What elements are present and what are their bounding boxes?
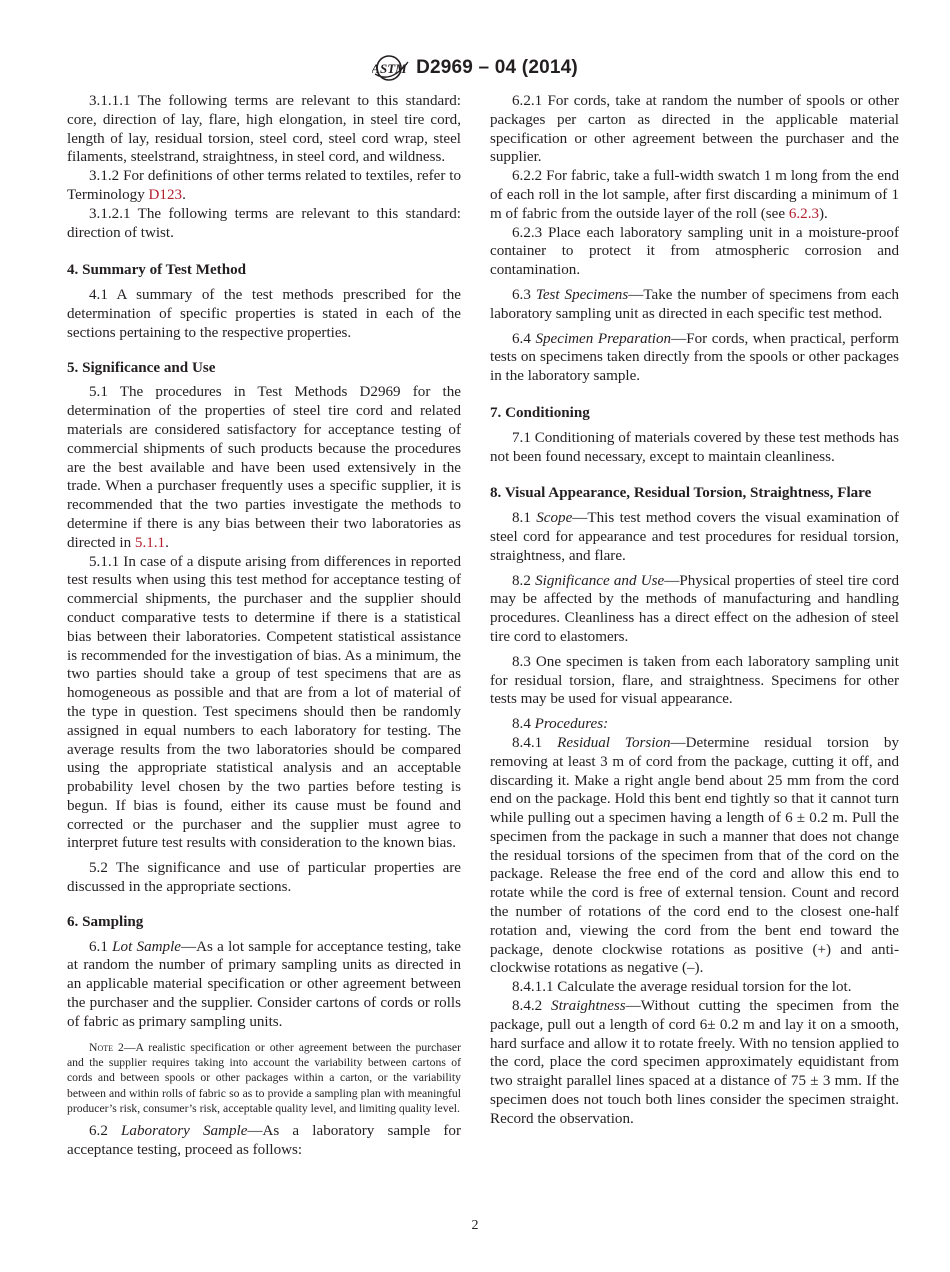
paragraph-text: —As a lot sample for acceptance testing, take at random the number of primary sampling units as directed in an applicable material specification or other agreement between the purchaser and the supplier. Consider cartons of cords or rolls of fabric as primary sampling units.	[67, 938, 462, 1030]
paragraph-text: —Physical properties of steel tire cord may be affected by the methods of manufacturing and handling procedures. Cleanliness has a direct effect on the adhesion of steel tire cord to elastomers.	[490, 572, 899, 645]
paragraph-8-4-2	[490, 997, 899, 1129]
note-text: —A realistic specification or other agreement between the purchaser and the supplier requires taking into account the variability between cartons of cords and between spools or other packages within a carton, or the variability between and within rolls of fabric so as to provide a sampling plan with meaningful producer’s risk, consumer’s risk, acceptable quality level, and limiting quality level.	[67, 1040, 461, 1115]
paragraph-5-2: 5.2 The significance and use of particular properties are discussed in the appropriate sections.	[67, 860, 461, 896]
section-heading-6: 6. Sampling	[67, 913, 144, 930]
svg-text:ASTM: ASTM	[372, 61, 407, 76]
paragraph-5-1-1: 5.1.1 In case of a dispute arising from differences in reported test results when using this test method for acceptance testing of commercial shipments, the purchaser and the supplier should conduct comparative tests to determine if there is a statistical bias between their laboratories. Competent statistical assistance is recommended for the investigation of bias. As a minimum, the two parties should take a group of test specimens that are as homogeneous as possible and that are from a lot of material of the type in question. Test specimens should then be randomly assigned in equal numbers to each laboratory for testing. The average results from the two laboratories should be compared using the appropriate statistical analysis and an acceptable probability level chosen by the two parties before testing is begun. If bias is found, either its cause must be found and corrected or the purchaser and the supplier must agree to interpret future test results with consideration to the known bias.	[67, 553, 461, 852]
paragraph-text: —As a laboratory sample for acceptance testing, proceed as follows:	[67, 1123, 461, 1158]
paragraph-text: .	[182, 186, 186, 203]
paragraph-8-3: 8.3 One specimen is taken from each laboratory sampling unit for residual torsion, flare, and straightness. Specimens for other tests may be used for visual appearance.	[490, 653, 899, 708]
paragraph-title: Specimen Preparation	[535, 330, 672, 347]
paragraph-3-1-1-1: 3.1.1.1 The following terms are relevant to this standard: core, direction of lay, flare, high elongation, in steel tire cord, length of lay, residual torsion, steel cord, steel cord wrap, steel filaments, steelstrand, straightness, in steel cord, and wildness.	[67, 93, 461, 166]
paragraph-title: Straightness	[551, 998, 626, 1015]
paragraph-number: 6.4	[512, 330, 536, 347]
section-heading-8: 8. Visual Appearance, Residual Torsion, Straightness, Flare	[490, 485, 872, 502]
astm-logo-icon	[372, 54, 410, 82]
paragraph-number: 8.2	[512, 572, 536, 589]
paragraph-text: ).	[819, 205, 828, 222]
paragraph-title: Test Specimens	[535, 286, 629, 303]
document-id: D2969 – 04 (2014)	[416, 57, 578, 78]
paragraph-6-3	[490, 286, 899, 324]
section-heading-4: 4. Summary of Test Method	[67, 262, 247, 279]
paragraph-5-1	[67, 383, 461, 552]
paragraph-number: 8.4.1	[512, 734, 558, 751]
paragraph-text: 3.1.2 For definitions of other terms related to textiles, refer to Terminology	[67, 168, 461, 203]
paragraph-text: —Without cutting the specimen from the package, pull out a length of cord 6± 0.2 m and lay it on a smooth, hard surface and allow it to rotate freely. With no tension applied to the cord, place the cord specimen approximately equidistant from two straight parallel lines spaced at a distance of 75 ± 3 mm. If the specimen does not touch both lines consider the specimen straight. Record the observation.	[490, 998, 899, 1127]
paragraph-8-1	[490, 509, 899, 565]
link-6-2-3[interactable]: 6.2.3	[788, 205, 820, 222]
paragraph-8-4-1	[490, 734, 899, 978]
paragraph-title: Scope	[536, 510, 573, 527]
page-header	[0, 54, 950, 87]
link-5-1-1[interactable]: 5.1.1	[134, 534, 166, 551]
paragraph-text: —Determine residual torsion by removing at least 3 m of cord from the package, cutting it off, and discarding it. Make a right angle bend about 25 mm from the cord end on the package. Hold this bent end tightly so that it cannot turn while pulling out a specimen having a length of 6 ± 0.2 m. Pull the specimen from the package in such a manner that does not change the residual torsions of the specimen from that of the cord on the package. Release the free end of the cord and allow this end to rotate while the cord is free of external tension. Count and record the number of rotations of the cord end to the closest one-half rotation and, viewing the cord from the bent end toward the package, denote clockwise rotations as positive (+) and anti-clockwise rotations as negative (–).	[490, 734, 899, 977]
paragraph-number: 6.2	[89, 1123, 122, 1140]
paragraph-8-4	[490, 715, 899, 734]
paragraph-number: 6.3	[512, 286, 536, 303]
paragraph-6-4	[490, 330, 899, 386]
paragraph-6-2-1: 6.2.1 For cords, take at random the number of spools or other packages per carton as directed in the applicable material specification or other agreement between the purchaser and the supplier.	[490, 93, 899, 166]
paragraph-title: Lot Sample	[112, 938, 181, 955]
page-number: 2	[471, 1218, 479, 1233]
paragraph-title: Residual Torsion	[557, 734, 671, 751]
paragraph-number: 8.4.2	[512, 998, 552, 1015]
right-column	[490, 92, 899, 1129]
paragraph-title: Significance and Use	[535, 572, 665, 589]
paragraph-title: Procedures:	[534, 716, 609, 733]
paragraph-6-1	[67, 938, 461, 1032]
paragraph-title: Laboratory Sample	[121, 1123, 248, 1140]
paragraph-text: —For cords, when practical, perform tests on specimens taken directly from the spools or other packages in the laboratory sample.	[490, 330, 900, 385]
paragraph-text: .	[165, 534, 169, 551]
paragraph-8-2	[490, 572, 899, 647]
left-column	[67, 92, 461, 1160]
paragraph-text: 6.2.2 For fabric, take a full-width swatch 1 m long from the end of each roll in the lot sample, after first discarding a minimum of 1 m of fabric from the outside layer of the roll (see	[490, 168, 899, 222]
paragraph-3-1-2-1: 3.1.2.1 The following terms are relevant to this standard: direction of twist.	[67, 205, 461, 241]
note-2	[67, 1040, 461, 1116]
paragraph-text: —Take the number of specimens from each laboratory sampling unit as directed in each specific test method.	[490, 286, 900, 322]
paragraph-7-1: 7.1 Conditioning of materials covered by these test methods has not been found necessary, except to maintain cleanliness.	[490, 429, 899, 465]
section-heading-5: 5. Significance and Use	[67, 359, 216, 376]
paragraph-3-1-2	[67, 167, 461, 205]
section-heading-7: 7. Conditioning	[490, 404, 590, 421]
paragraph-number: 8.4	[512, 716, 535, 733]
paragraph-number: 6.1	[89, 938, 113, 955]
paragraph-6-2-3: 6.2.3 Place each laboratory sampling unit in a moisture-proof container to protect it from atmospheric corrosion and contamination.	[490, 224, 899, 279]
paragraph-6-2-2	[490, 167, 899, 223]
paragraph-8-4-1-1: 8.4.1.1 Calculate the average residual torsion for the lot.	[512, 979, 852, 996]
link-d123[interactable]: D123	[148, 186, 183, 203]
paragraph-text: —This test method covers the visual examination of steel cord for appearance and test procedures for residual torsion, straightness, and flare.	[490, 510, 899, 564]
paragraph-number: 8.1	[512, 510, 537, 527]
paragraph-6-2	[67, 1122, 461, 1160]
note-label: Note 2	[89, 1040, 124, 1054]
paragraph-4-1: 4.1 A summary of the test methods prescribed for the determination of specific properties is stated in each of the sections pertaining to the respective properties.	[67, 287, 461, 341]
paragraph-text: 5.1 The procedures in Test Methods D2969 for the determination of the properties of steel tire cord and related materials are considered satisfactory for acceptance testing of commercial shipments of such products because the procedures are the best available and have been used extensively in the trade. When a purchaser frequently uses a specific supplier, it is recommended that the two parties investigate the methods to determine if there is any bias between their two laboratories as directed in	[67, 384, 461, 551]
